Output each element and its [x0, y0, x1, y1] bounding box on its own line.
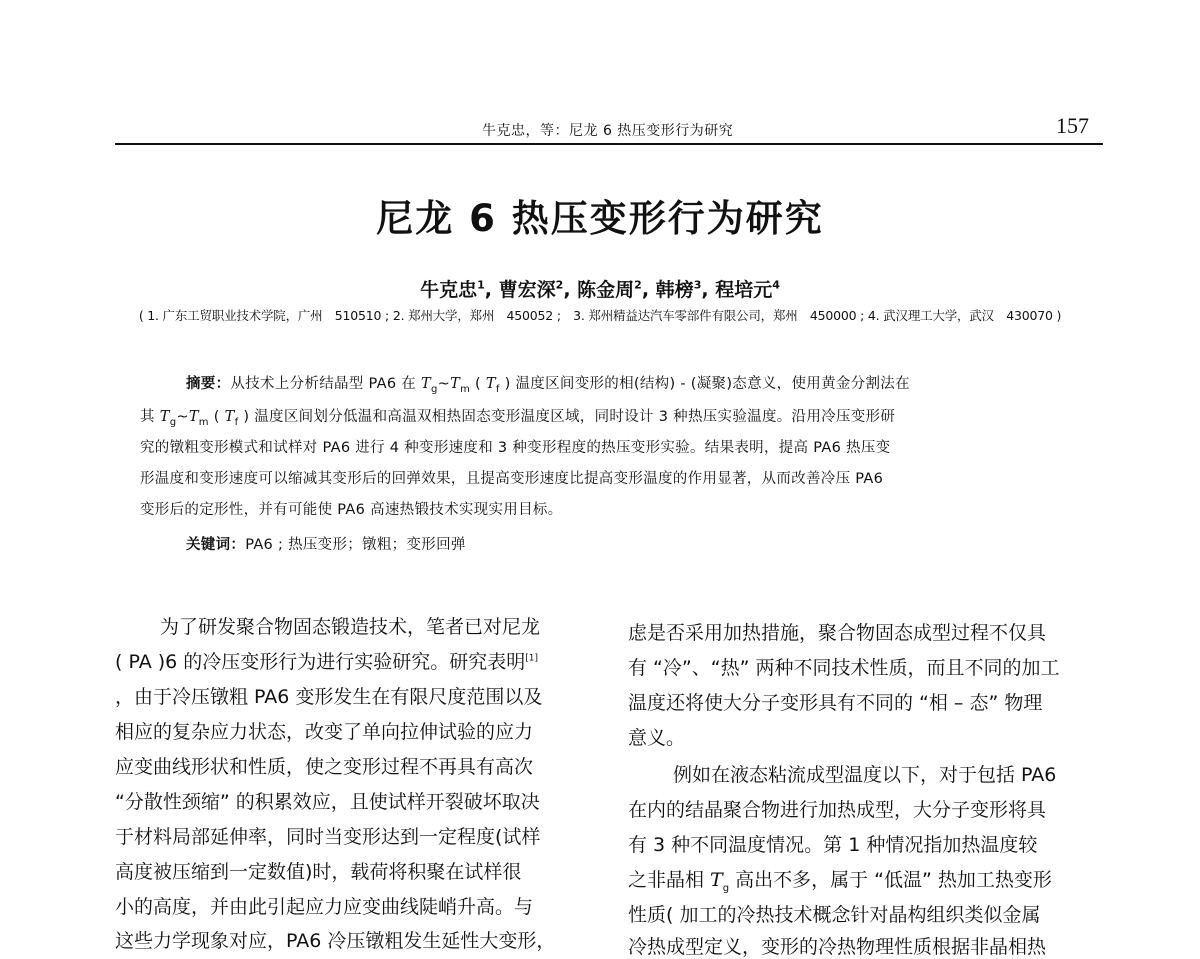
citation-ref: [1] [525, 653, 539, 664]
page-number: 157 [1056, 113, 1089, 138]
running-header-title: 牛克忠，等：尼龙 6 热压变形行为研究 [482, 123, 734, 139]
abstract-line: 其 $T_g\sim T_m$ ( $T_f$ ) 温度区间划分低温和高温双相热固态变形温度区域，同时设计 3 种热压实验温度。沿用冷压变形研 [140, 409, 896, 428]
abstract-label: 摘要： [186, 376, 231, 392]
abstract-line: 究的镦粗变形模式和试样对 PA6 进行 4 种变形速度和 3 种变形程度的热压变形实验。结果表明，提高 PA6 热压变 [140, 440, 891, 456]
keywords-label: 关键词： [186, 537, 246, 553]
keywords-text: PA6 ; 热压变形；镦粗；变形回弹 [245, 537, 466, 553]
body-right-line: 之非晶相 $T_g$ 高出不多，属于 “低温” 热加工热变形 [628, 869, 1052, 894]
body-left-line: ，由于冷压镦粗 PA6 变形发生在有限尺度范围以及 [115, 686, 543, 708]
author-list: 牛克忠$^1$, 曹宏深$^2$, 陈金周$^2$, 韩榜$^3$, 程培元$^4$ [420, 278, 780, 301]
paper-title: 尼龙 6 热压变形行为研究 [376, 197, 824, 240]
body-right-line: 有 3 种不同温度情况。第 1 种情况指加热温度较 [628, 834, 1038, 856]
author-name: 曹宏深 [498, 279, 556, 301]
body-left-line: 为了研发聚合物固态锻造技术，笔者已对尼龙 [160, 616, 541, 638]
body-right-line: 在内的结晶聚合物进行加热成型，大分子变形将具 [628, 799, 1047, 821]
body-right-line: 意义。 [628, 727, 686, 749]
body-right-line: 性质( 加工的冷热技术概念针对晶构组织类似金属 [628, 904, 1041, 926]
author-name: 陈金周 [577, 279, 635, 301]
header-rule [115, 143, 1103, 145]
keywords [186, 533, 466, 554]
author-name: 牛克忠 [420, 279, 478, 301]
body-right-line: 虑是否采用加热措施，聚合物固态成型过程不仅具 [628, 622, 1047, 644]
body-left-line: 高度被压缩到一定数值)时，载荷将积聚在试样很 [115, 861, 522, 883]
author-affiliation-mark: 4 [772, 278, 780, 292]
body-right-line: 有 “冷”、“热” 两种不同技术性质，而且不同的加工 [628, 657, 1060, 679]
body-right-line: 冷热成型定义，变形的冷热物理性质根据非晶相热 [628, 936, 1047, 958]
abstract-line: 摘要：从技术上分析结晶型 PA6 在 $T_g\sim T_m$ ( $T_f$ ) 温度区间变形的相(结构) - (凝聚)态意义，使用黄金分割法在 [186, 376, 910, 395]
body-right-line: 例如在液态粘流成型温度以下，对于包括 PA6 [673, 764, 1057, 786]
body-left-line: 于材料局部延伸率，同时当变形达到一定程度(试样 [115, 826, 541, 848]
abstract-line: 变形后的定形性，并有可能使 PA6 高速热锻技术实现实用目标。 [140, 502, 563, 518]
body-left-line: ( PA )6 的冷压变形行为进行实验研究。研究表明[1] [115, 651, 539, 673]
body-left-line: 应变曲线形状和性质，使之变形过程不再具有高次 [115, 756, 534, 778]
body-right-line: 温度还将使大分子变形具有不同的 “相 – 态” 物理 [628, 692, 1043, 714]
author-name: 程培元 [715, 279, 773, 301]
body-left-line: “分散性颈缩” 的积累效应，且使试样开裂破坏取决 [115, 791, 540, 813]
author-affiliation-mark: 2 [555, 278, 564, 292]
abstract-line: 形温度和变形速度可以缩减其变形后的回弹效果，且提高变形速度比提高变形温度的作用显著，从而改善冷压 PA6 [140, 471, 884, 487]
body-left-line: 小的高度，并由此引起应力应变曲线陡峭升高。与 [115, 896, 534, 918]
body-left-line: 这些力学现象对应，PA6 冷压镦粗发生延性大变形， [115, 930, 556, 952]
author-name: 韩榜 [655, 279, 694, 301]
body-left-line: 相应的复杂应力状态，改变了单向拉伸试验的应力 [115, 721, 534, 743]
author-affiliation-mark: 1 [477, 278, 485, 292]
affiliations: ( 1. 广东工贸职业技术学院，广州 510510 ; 2. 郑州大学，郑州 450052 ; 3. 郑州精益达汽车零部件有限公司，郑州 450000 ; 4. 武汉理工大学，武汉 430070 ) [138, 308, 1062, 323]
author-affiliation-mark: 2 [634, 278, 642, 292]
author-affiliation-mark: 3 [693, 278, 702, 292]
